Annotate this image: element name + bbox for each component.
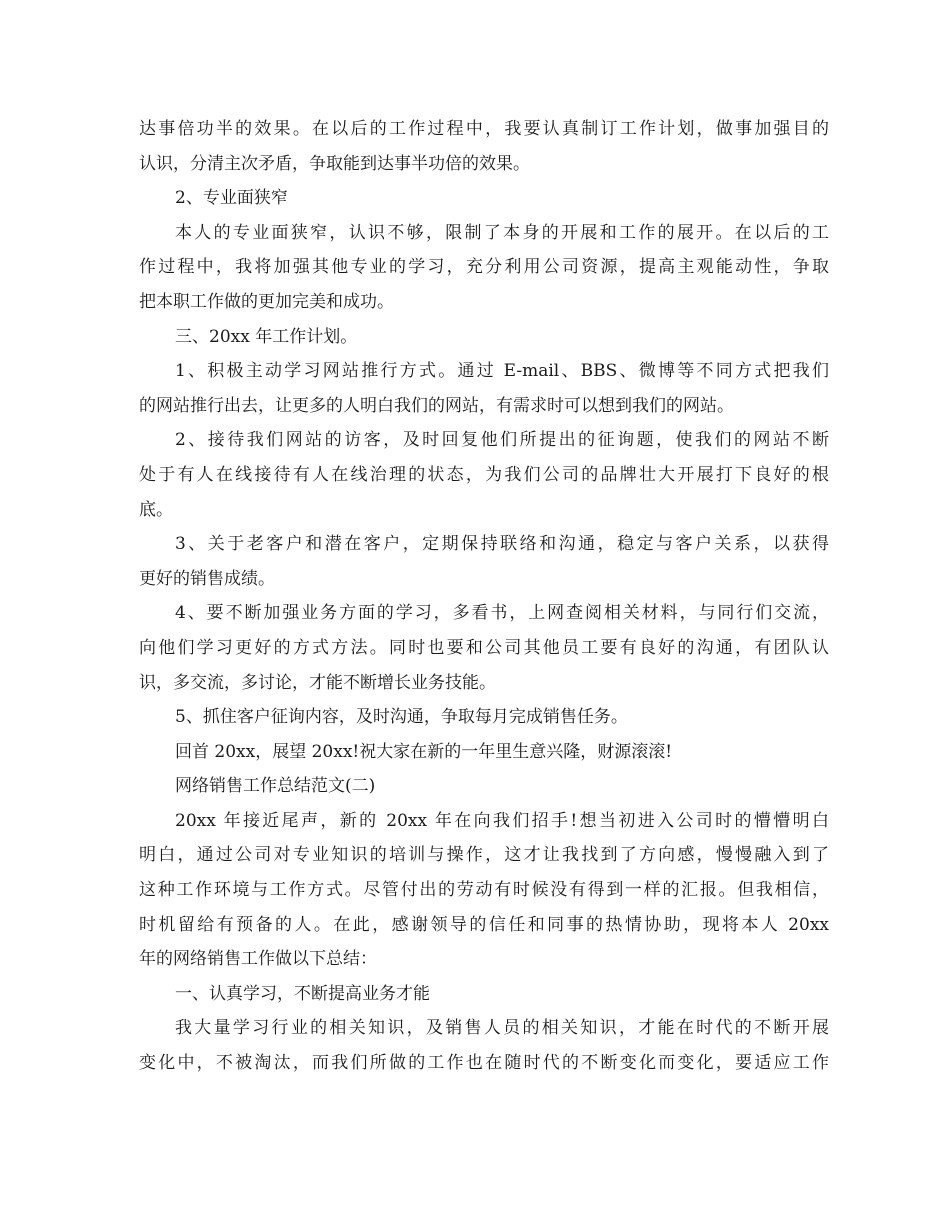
- text-line: 年的网络销售工作做以下总结：: [139, 949, 377, 970]
- text-line: 明白，通过公司对专业知识的培训与操作，这才让我找到了方向感，慢慢融入到了: [139, 845, 829, 866]
- text-line: 向他们学习更好的方式方法。同时也要和公司其他员工要有良好的沟通，有团队认: [139, 637, 829, 658]
- text-line: 把本职工作做的更加完美和成功。: [139, 291, 394, 312]
- text-line: 认识，分清主次矛盾，争取能到达事半功倍的效果。: [139, 153, 530, 174]
- text-line: 我大量学习行业的相关知识，及销售人员的相关知识，才能在时代的不断开展: [175, 1018, 829, 1039]
- text-line: 变化中，不被淘汰，而我们所做的工作也在随时代的不断变化而变化，要适应工作: [139, 1053, 829, 1074]
- text-line: 的网站推行出去，让更多的人明白我们的网站，有需求时可以想到我们的网站。: [139, 395, 734, 416]
- text-line: 1、积极主动学习网站推行方式。通过 E-mail、BBS、微博等不同方式把我们: [175, 361, 829, 382]
- text-line: 5、抓住客户征询内容，及时沟通，争取每月完成销售任务。: [175, 707, 628, 728]
- text-line: 3、关于老客户和潜在客户，定期保持联络和沟通，稳定与客户关系，以获得: [175, 534, 829, 555]
- text-line: 三、20xx 年工作计划。: [175, 326, 358, 347]
- text-line: 20xx 年接近尾声，新的 20xx 年在向我们招手!想当初进入公司时的懵懵明白: [175, 810, 829, 831]
- text-line: 达事倍功半的效果。在以后的工作过程中，我要认真制订工作计划，做事加强目的: [139, 119, 829, 139]
- text-line: 底。: [139, 499, 173, 520]
- text-line: 2、接待我们网站的访客，及时回复他们所提出的征询题，使我们的网站不断: [175, 430, 829, 451]
- text-line: 4、要不断加强业务方面的学习，多看书，上网查阅相关材料，与同行们交流，: [175, 603, 829, 624]
- text-line: 时机留给有预备的人。在此，感谢领导的信任和同事的热情协助，现将本人 20xx: [139, 914, 829, 935]
- text-line: 识，多交流，多讨论，才能不断增长业务技能。: [139, 672, 496, 693]
- text-line: 作过程中，我将加强其他专业的学习，充分利用公司资源，提高主观能动性，争取: [139, 257, 829, 278]
- text-line: 网络销售工作总结范文(二): [175, 776, 376, 797]
- text-line: 回首 20xx，展望 20xx!祝大家在新的一年里生意兴隆，财源滚滚!: [175, 741, 673, 762]
- text-line: 本人的专业面狭窄，认识不够，限制了本身的开展和工作的展开。在以后的工: [175, 222, 829, 243]
- text-line: 一、认真学习，不断提高业务才能: [175, 983, 430, 1004]
- document-body: [139, 112, 829, 1081]
- text-line: 2、专业面狭窄: [175, 188, 288, 209]
- text-line: 更好的销售成绩。: [139, 568, 275, 589]
- text-line: 处于有人在线接待有人在线治理的状态，为我们公司的品牌壮大开展打下良好的根: [139, 464, 829, 485]
- text-line: 这种工作环境与工作方式。尽管付出的劳动有时候没有得到一样的汇报。但我相信，: [139, 880, 829, 901]
